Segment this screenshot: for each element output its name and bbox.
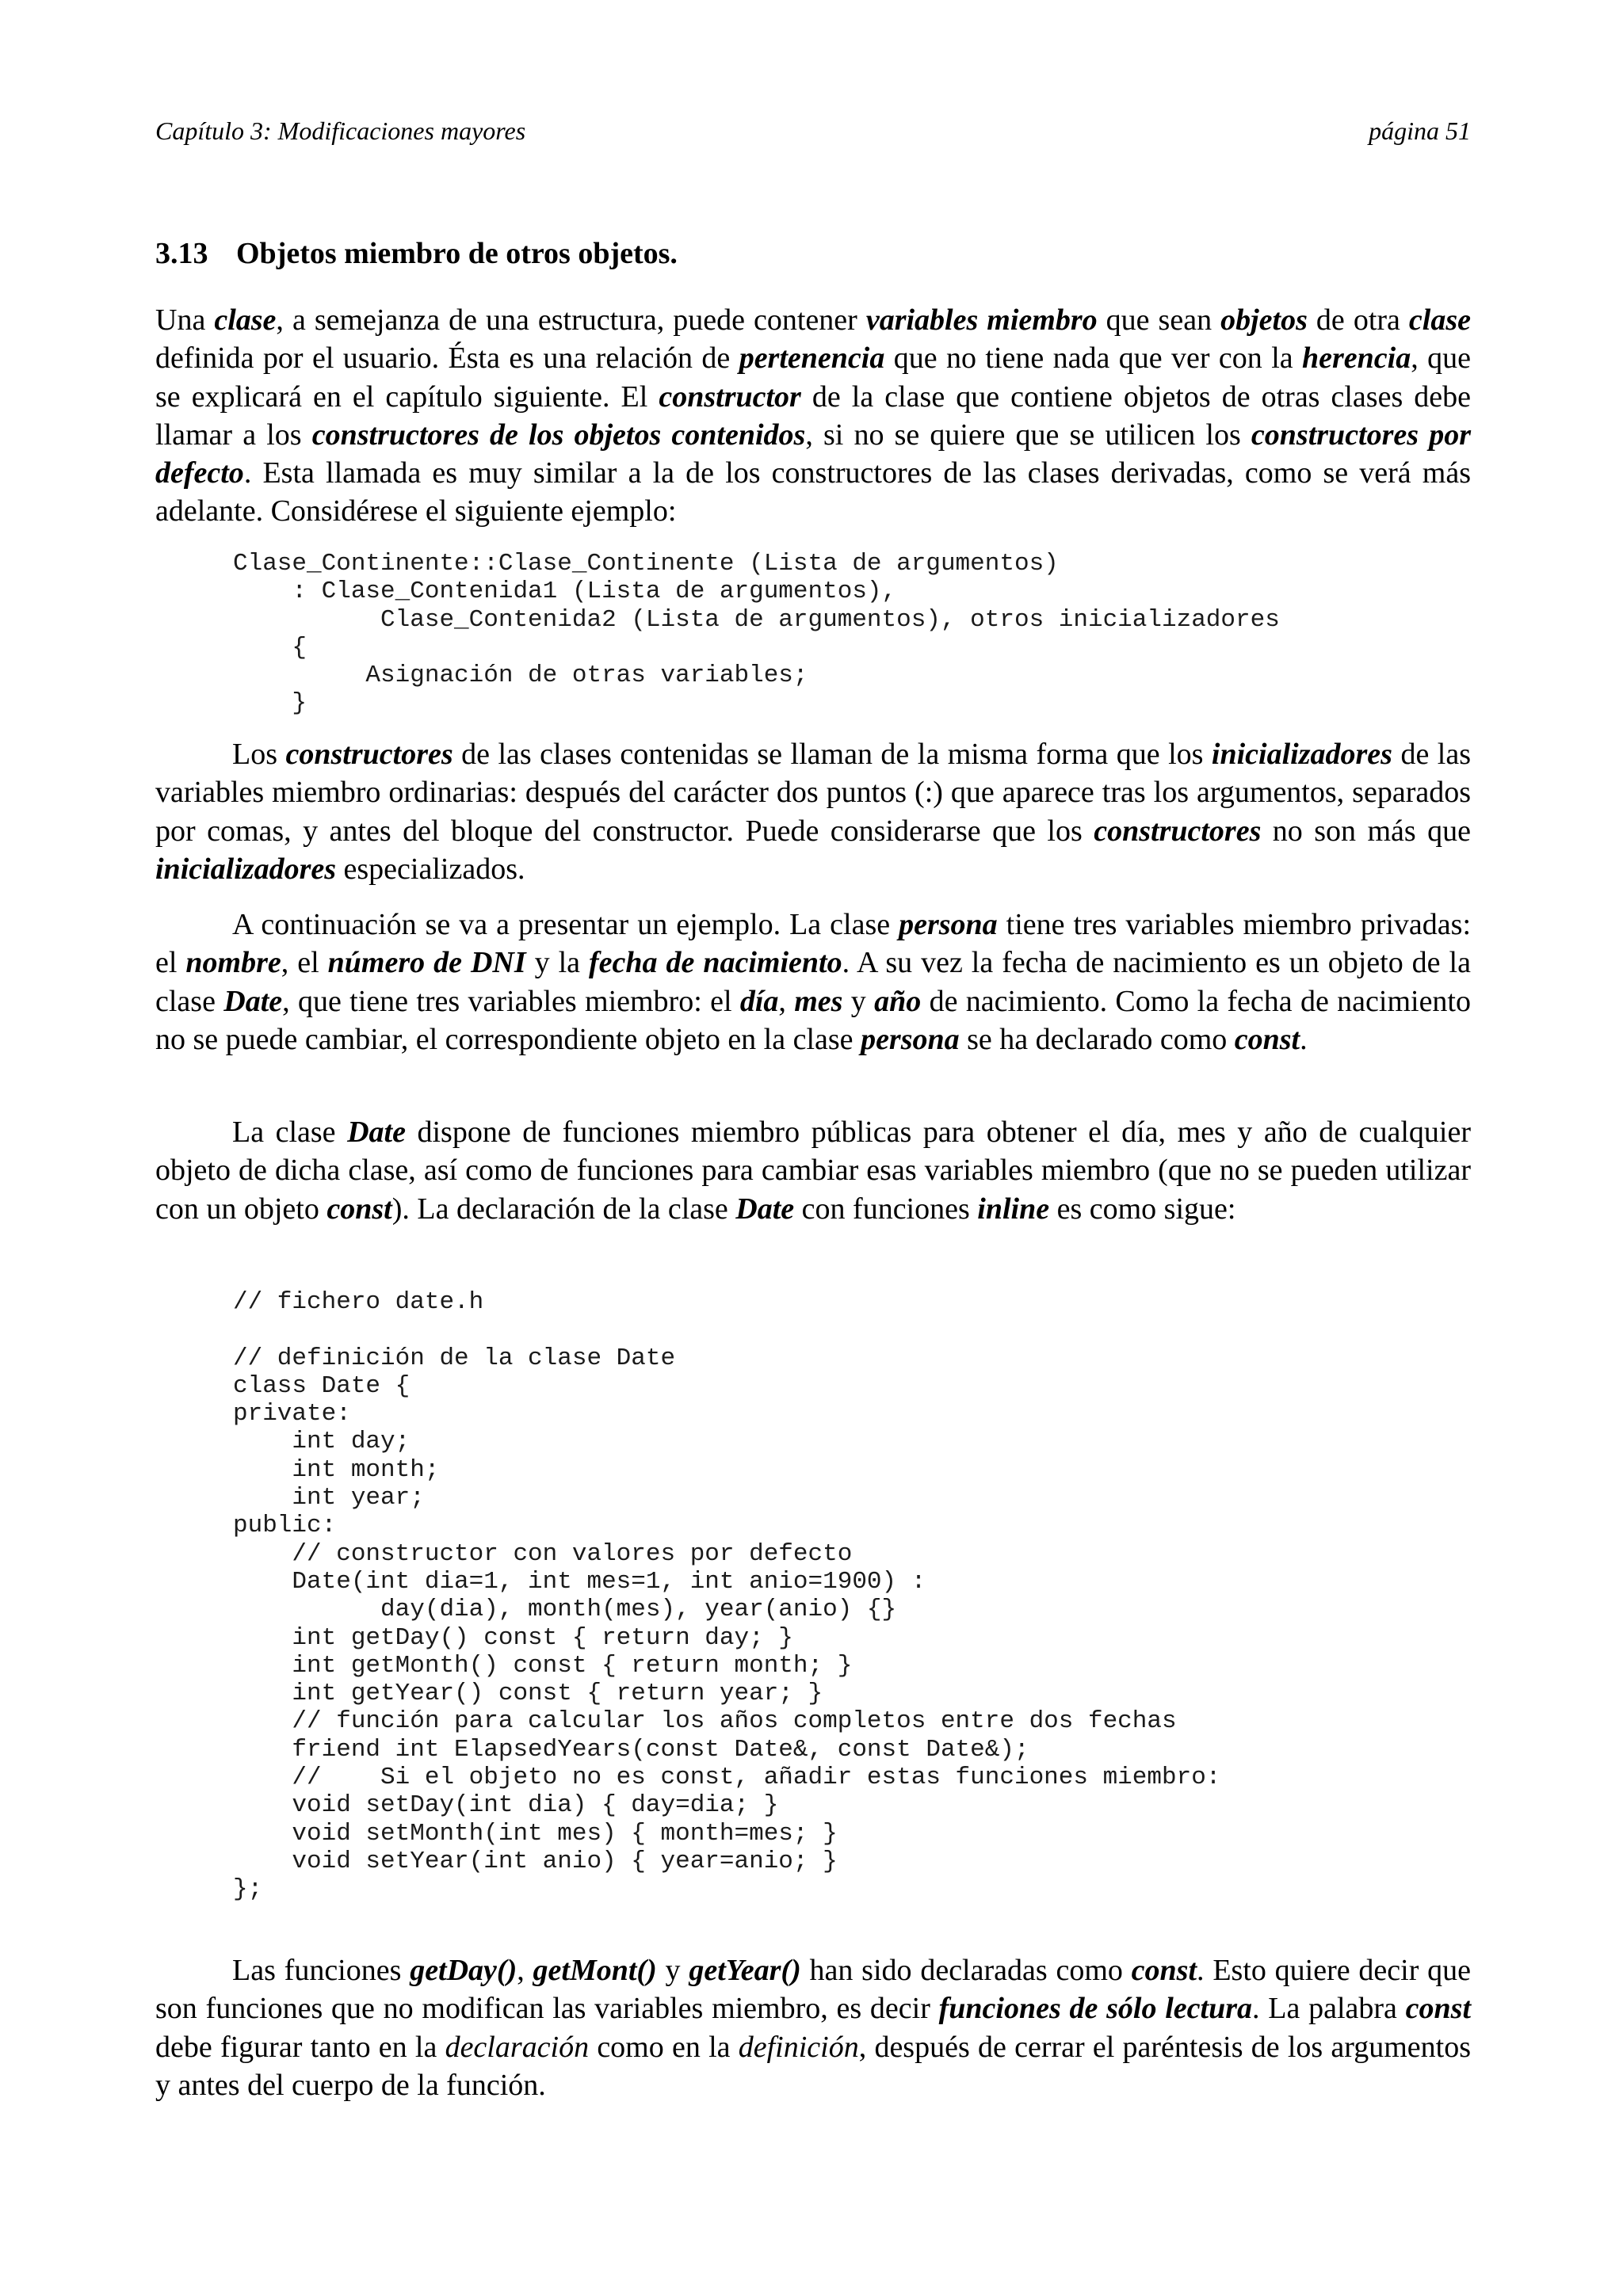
code-block-date-class: // fichero date.h // definición de la clase Date class Date { private: int day; int month; int year; public: // constructor con valores por defecto Date(int dia=1, int mes=1, int anio=1900) : day(dia), month(mes), year(anio) {} int getDay() const { return day; } int getMonth() const { return month; } int getYear() const { return year; } // función para calcular los años completos entre dos fechas friend int ElapsedYears(const Date&, const Date&); // Si el objeto no es const, añadir estas funciones miembro: void setDay(int dia) { day=dia; } void setMonth(int mes) { month=mes; } void setYear(int anio) { year=anio; } }; bbox=[233, 1288, 1221, 1904]
chapter-header: Capítulo 3: Modificaciones mayores bbox=[155, 116, 526, 145]
term: inicializadores bbox=[155, 852, 337, 886]
term: clase bbox=[214, 303, 277, 337]
paragraph-const-functions: Las funciones getDay(), getMont() y getYear() han sido declaradas como const. Esto quiere decir que son funciones que no modifican las variables miembro, es decir funciones de sólo lectura. La palabra const debe figurar tanto en la declaración como en la definición, después de cerrar el paréntesis de los argumentos y antes del cuerpo de la función. bbox=[155, 1954, 1472, 2102]
term: inicializadores bbox=[1211, 738, 1392, 771]
term: constructores por defecto bbox=[155, 418, 1471, 490]
term: herencia bbox=[1302, 341, 1411, 376]
term: const bbox=[1405, 1992, 1472, 2026]
running-header bbox=[155, 111, 1471, 151]
term: pertenencia bbox=[739, 341, 885, 376]
term: fecha de nacimiento bbox=[589, 946, 842, 980]
term: persona bbox=[899, 908, 998, 941]
term: const bbox=[1234, 1022, 1300, 1056]
term: objetos bbox=[1220, 303, 1308, 337]
term: Date bbox=[223, 984, 283, 1018]
term: clase bbox=[1408, 303, 1471, 337]
term: getMont() bbox=[533, 1954, 657, 1987]
term: año bbox=[874, 984, 922, 1018]
page-number: página 51 bbox=[1369, 116, 1471, 145]
paragraph-date-class: La clase Date dispone de funciones miembro públicas para obtener el día, mes y año de cualquier objeto de dicha clase, así como de funciones para cambiar esas variables miembro (que no se pueden utilizar con un objeto const). La declaración de la clase Date con funciones inline es como sigue: bbox=[155, 1116, 1471, 1226]
term: Date bbox=[347, 1116, 406, 1149]
paragraph-constructors: Los constructores de las clases contenidas se llaman de la misma forma que los inicializadores de las variables miembro ordinarias: después del carácter dos puntos (:) que aparece tras los argumentos, separados por comas, y antes del bloque del constructor. Puede considerarse que los constructores no son más que inicializadores especializados. bbox=[155, 738, 1472, 886]
code-block-constructor: Clase_Continente::Clase_Continente (Lista de argumentos) : Clase_Contenida1 (Lista de argumentos), Clase_Contenida2 (Lista de argumentos), otros inicializadores { Asignación de otras variables; } bbox=[233, 550, 1280, 718]
term: constructor bbox=[659, 379, 801, 414]
term: persona bbox=[861, 1022, 960, 1056]
term: inline bbox=[977, 1192, 1050, 1226]
term: nombre bbox=[185, 946, 281, 980]
term: constructores bbox=[285, 738, 453, 771]
section-heading bbox=[155, 234, 678, 273]
emphasis: definición bbox=[738, 2030, 859, 2064]
paragraph-example: A continuación se va a presentar un ejemplo. La clase persona tiene tres variables miembro privadas: el nombre, el número de DNI y la fecha de nacimiento. A su vez la fecha de nacimiento es un objeto de la clase Date, que tiene tres variables miembro: el día, mes y año de nacimiento. Como la fecha de nacimiento no se puede cambiar, el correspondiente objeto en la clase persona se ha declarado como const. bbox=[155, 908, 1471, 1056]
term: getYear() bbox=[689, 1954, 801, 1987]
paragraph-intro: Una clase, a semejanza de una estructura, puede contener variables miembro que sean objetos de otra clase definida por el usuario. Ésta es una relación de pertenencia que no tiene nada que ver con la herencia, que se explicará en el capítulo siguiente. El constructor de la clase que contiene objetos de otras clases debe llamar a los constructores de los objetos contenidos, si no se quiere que se utilicen los constructores por defecto. Esta llamada es muy similar a la de los constructores de las clases derivadas, como se verá más adelante. Considérese el siguiente ejemplo: bbox=[155, 303, 1472, 528]
term: mes bbox=[794, 984, 843, 1018]
term: funciones de sólo lectura bbox=[938, 1992, 1252, 2026]
term: const bbox=[327, 1192, 392, 1226]
term: número de DNI bbox=[327, 946, 526, 980]
term: Date bbox=[735, 1192, 795, 1226]
term: variables miembro bbox=[865, 303, 1098, 337]
term: día bbox=[739, 984, 779, 1018]
section-number: 3.13 bbox=[155, 237, 208, 270]
term: constructores bbox=[1094, 814, 1262, 848]
term: const bbox=[1131, 1954, 1197, 1987]
term: getDay() bbox=[410, 1954, 517, 1987]
section-title: Objetos miembro de otros objetos. bbox=[236, 237, 678, 270]
emphasis: declaración bbox=[445, 2030, 590, 2064]
term: constructores de los objetos contenidos bbox=[311, 418, 806, 452]
